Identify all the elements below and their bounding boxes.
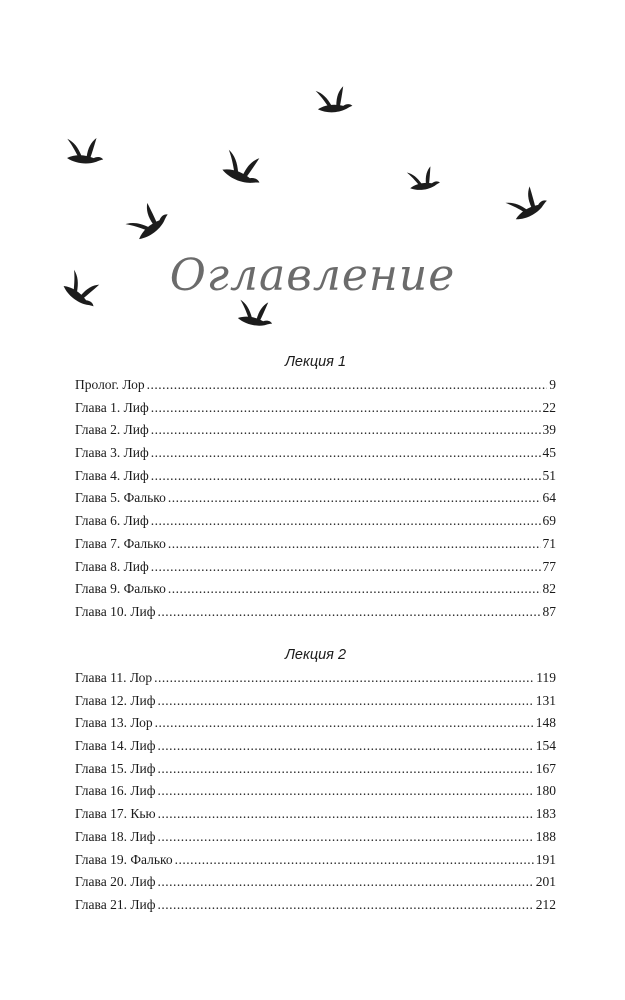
page-number: 87 [542, 603, 556, 619]
dot-leader [157, 601, 540, 624]
toc-entry[interactable] [75, 803, 556, 826]
dot-leader [157, 871, 533, 894]
toc-entry[interactable] [75, 556, 556, 579]
dot-leader [151, 419, 541, 442]
dot-leader [157, 894, 533, 917]
toc-entry[interactable] [75, 849, 556, 872]
toc-entry[interactable] [75, 735, 556, 758]
toc-entry[interactable] [75, 533, 556, 556]
dot-leader [154, 667, 534, 690]
flying-birds-illustration [0, 0, 625, 360]
toc-entry[interactable] [75, 712, 556, 735]
page-number: 131 [535, 692, 556, 708]
chapter-title: Глава 1. Лиф [75, 399, 149, 415]
chapter-title: Глава 10. Лиф [75, 603, 156, 619]
chapter-title: Глава 13. Лор [75, 715, 153, 731]
bird-icon [316, 86, 353, 112]
page-number: 51 [542, 467, 556, 483]
page-number: 180 [535, 783, 556, 799]
chapter-title: Глава 17. Кью [75, 806, 156, 822]
chapter-title: Глава 3. Лиф [75, 445, 149, 461]
part-heading: Лекция 2 [284, 647, 347, 663]
chapter-title: Глава 4. Лиф [75, 467, 149, 483]
toc-entry[interactable] [75, 374, 556, 397]
page-number: 183 [535, 806, 556, 822]
chapter-title: Глава 5. Фалько [75, 490, 166, 506]
dot-leader [151, 510, 541, 533]
chapter-title: Глава 9. Фалько [75, 581, 166, 597]
toc-entry[interactable] [75, 397, 556, 420]
dot-leader [157, 690, 533, 713]
dot-leader [168, 487, 541, 510]
bird-icon [64, 134, 106, 166]
page-number: 77 [542, 558, 556, 574]
bird-icon [503, 182, 549, 223]
toc-entry[interactable] [75, 442, 556, 465]
toc-entry[interactable] [75, 601, 556, 624]
page-number: 45 [542, 445, 556, 461]
page-number: 39 [542, 422, 556, 438]
toc-entry[interactable] [75, 894, 556, 917]
page-number: 148 [535, 715, 556, 731]
chapter-title: Глава 6. Лиф [75, 513, 149, 529]
toc-entry[interactable] [75, 871, 556, 894]
dot-leader [157, 758, 533, 781]
chapter-title: Глава 11. Лор [75, 670, 153, 685]
toc-entry[interactable] [75, 419, 556, 442]
chapter-title: Глава 8. Лиф [75, 558, 149, 574]
toc-entry[interactable] [75, 826, 556, 849]
page-number: 201 [535, 874, 556, 890]
bird-icon [123, 197, 172, 243]
dot-leader [147, 374, 548, 397]
toc-entry[interactable] [75, 487, 556, 510]
toc-entry[interactable] [75, 465, 556, 488]
dot-leader [151, 442, 541, 465]
dot-leader [168, 533, 541, 556]
chapter-title: Глава 21. Лиф [75, 896, 156, 912]
dot-leader [151, 465, 541, 488]
bird-icon [219, 145, 269, 189]
chapter-title: Глава 14. Лиф [75, 738, 156, 754]
dot-leader [158, 803, 534, 826]
bird-icon [406, 166, 440, 191]
chapter-title: Глава 18. Лиф [75, 828, 156, 844]
page-number: 188 [535, 828, 556, 844]
chapter-title: Глава 7. Фалько [75, 535, 166, 551]
page-number: 119 [536, 670, 556, 685]
chapter-title: Глава 15. Лиф [75, 760, 156, 776]
page-number: 64 [542, 490, 556, 506]
page-number: 9 [549, 377, 556, 392]
dot-leader [157, 735, 533, 758]
toc-entry[interactable] [75, 667, 556, 690]
page-number: 191 [535, 851, 556, 867]
dot-leader [157, 826, 533, 849]
dot-leader [168, 578, 541, 601]
dot-leader [151, 556, 541, 579]
chapter-title: Глава 19. Фалько [75, 851, 173, 867]
chapter-title: Глава 16. Лиф [75, 783, 156, 799]
toc-section [75, 350, 556, 624]
part-heading: Лекция 1 [284, 354, 347, 370]
page-number: 212 [535, 896, 556, 912]
toc-entry[interactable] [75, 510, 556, 533]
chapter-title: Глава 2. Лиф [75, 422, 149, 438]
chapter-title: Пролог. Лор [75, 377, 145, 392]
page-number: 154 [535, 738, 556, 754]
page-title: Оглавление [169, 250, 456, 301]
chapter-title: Глава 20. Лиф [75, 874, 156, 890]
dot-leader [175, 849, 534, 872]
toc-section [75, 643, 556, 917]
dot-leader [157, 780, 533, 803]
page-number: 167 [535, 760, 556, 776]
dot-leader [155, 712, 534, 735]
chapter-title: Глава 12. Лиф [75, 692, 156, 708]
toc-entry[interactable] [75, 780, 556, 803]
toc-entry[interactable] [75, 758, 556, 781]
dot-leader [151, 397, 541, 420]
toc-entry[interactable] [75, 690, 556, 713]
page-number: 69 [542, 513, 556, 529]
toc-entry[interactable] [75, 578, 556, 601]
page-number: 71 [542, 535, 556, 551]
page-number: 82 [542, 581, 556, 597]
page-number: 22 [542, 399, 556, 415]
